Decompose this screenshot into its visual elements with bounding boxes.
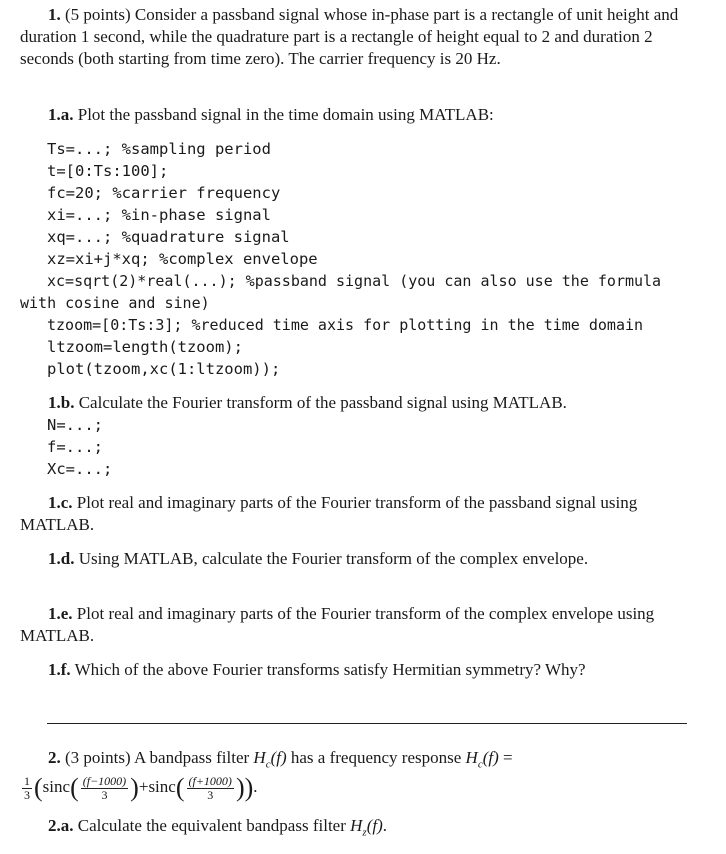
q1a-code-wrap: with cosine and sine): [20, 294, 210, 312]
q1a-code-line: xc=sqrt(2)*real(...); %passband signal (you can also use the formula: [47, 272, 662, 290]
sinc-label: sinc: [42, 777, 71, 796]
frac1-denominator: 3: [101, 787, 108, 802]
q1a-text: Plot the passband signal in the time domain using MATLAB:: [77, 105, 494, 124]
q2a-label: 2.a.: [48, 816, 74, 835]
coef-numerator: 1: [24, 773, 30, 788]
q2a-paragraph: [20, 815, 690, 843]
q2a-text: Calculate the equivalent bandpass filter: [77, 816, 346, 835]
q1-number: 1.: [48, 5, 61, 24]
frac1-numerator: (f−1000): [82, 773, 127, 788]
q2-filter-arg: (f): [270, 748, 287, 767]
q1a-heading: [20, 104, 690, 126]
frac1: [81, 775, 128, 802]
q1a-code-line: plot(tzoom,xc(1:ltzoom));: [47, 360, 281, 378]
q1c-label: 1.c.: [48, 493, 73, 512]
q2a-filter-symbol: H: [350, 816, 363, 835]
q1a-code-line: xz=xi+j*xq; %complex envelope: [47, 250, 318, 268]
q2-equals: =: [503, 748, 513, 767]
q2a-filter-subscript: z: [362, 826, 367, 839]
q2-text-pre: A bandpass filter: [133, 748, 250, 767]
q2-formula: $\frac{1}{3}$ (sinc( $\frac{(f-1000)}{3}$ )+sinc( $\frac{(f+1000)}{3}$ )).: [24, 773, 258, 803]
q2a-filter-arg: (f): [366, 816, 383, 835]
q1e-text: Plot real and imaginary parts of the Fourier transform of the complex envelope using MATLAB.: [20, 604, 655, 645]
q1a-code-line: tzoom=[0:Ts:3]; %reduced time axis for plotting in the time domain: [47, 316, 644, 334]
sinc-label-2: sinc: [148, 777, 176, 796]
q1a-code-line: t=[0:Ts:100];: [47, 162, 169, 180]
q1c-paragraph: [20, 492, 690, 536]
q1-intro: [20, 4, 690, 70]
q1b-code-line: N=...;: [47, 416, 103, 434]
frac2-numerator: (f+1000): [188, 773, 232, 788]
q1a-code-line: fc=20; %carrier frequency: [47, 184, 281, 202]
coef-denominator: 3: [24, 787, 30, 802]
q1b-code-line: f=...;: [47, 438, 103, 456]
q1a-label: 1.a.: [48, 105, 74, 124]
q1a-code-line: xi=...; %in-phase signal: [47, 206, 271, 224]
q1-points: (5 points): [65, 5, 131, 24]
q2-response-subscript: c: [477, 758, 483, 771]
q1a-code-line: xq=...; %quadrature signal: [47, 228, 290, 246]
q1b-heading: [20, 392, 690, 414]
q1f-text: Which of the above Fourier transforms satisfy Hermitian symmetry? Why?: [74, 660, 586, 679]
plus-sign: +: [138, 777, 149, 796]
q2-number: 2.: [48, 748, 61, 767]
q1e-label: 1.e.: [48, 604, 73, 623]
q2-points: (3 points): [65, 748, 131, 767]
q1d-text: Using MATLAB, calculate the Fourier transform of the complex envelope.: [78, 549, 589, 568]
frac2: [187, 775, 234, 802]
q1f-paragraph: [20, 659, 690, 681]
q1b-text: Calculate the Fourier transform of the passband signal using MATLAB.: [78, 393, 567, 412]
q1-text: Consider a passband signal whose in-phase part is a rectangle of unit height and duration 1 second, while the quadrature part is a rectangle of height equal to 2 and duration 2 seconds (both starting from time zero). The carrier frequency is 20 Hz.: [20, 5, 679, 68]
q1b-label: 1.b.: [48, 393, 75, 412]
q2-filter-symbol: H: [253, 748, 266, 767]
q1a-code-line: Ts=...; %sampling period: [47, 140, 271, 158]
q1e-paragraph: [20, 603, 690, 647]
q2-text-mid: has a frequency response: [290, 748, 462, 767]
q1d-label: 1.d.: [48, 549, 75, 568]
q1c-text: Plot real and imaginary parts of the Fourier transform of the passband signal using MATLAB.: [20, 493, 638, 534]
coefficient-fraction: [22, 775, 32, 802]
q2a-end: .: [382, 816, 387, 835]
section-divider: [47, 723, 687, 724]
q1b-code-line: Xc=...;: [47, 460, 113, 478]
q1d-paragraph: [20, 548, 690, 570]
q1a-code-line: ltzoom=length(tzoom);: [47, 338, 243, 356]
frac2-denominator: 3: [207, 787, 214, 802]
q1f-label: 1.f.: [48, 660, 71, 679]
q2-filter-subscript: c: [265, 758, 271, 771]
q2-response-arg: (f): [482, 748, 499, 767]
q2-response-symbol: H: [465, 748, 478, 767]
